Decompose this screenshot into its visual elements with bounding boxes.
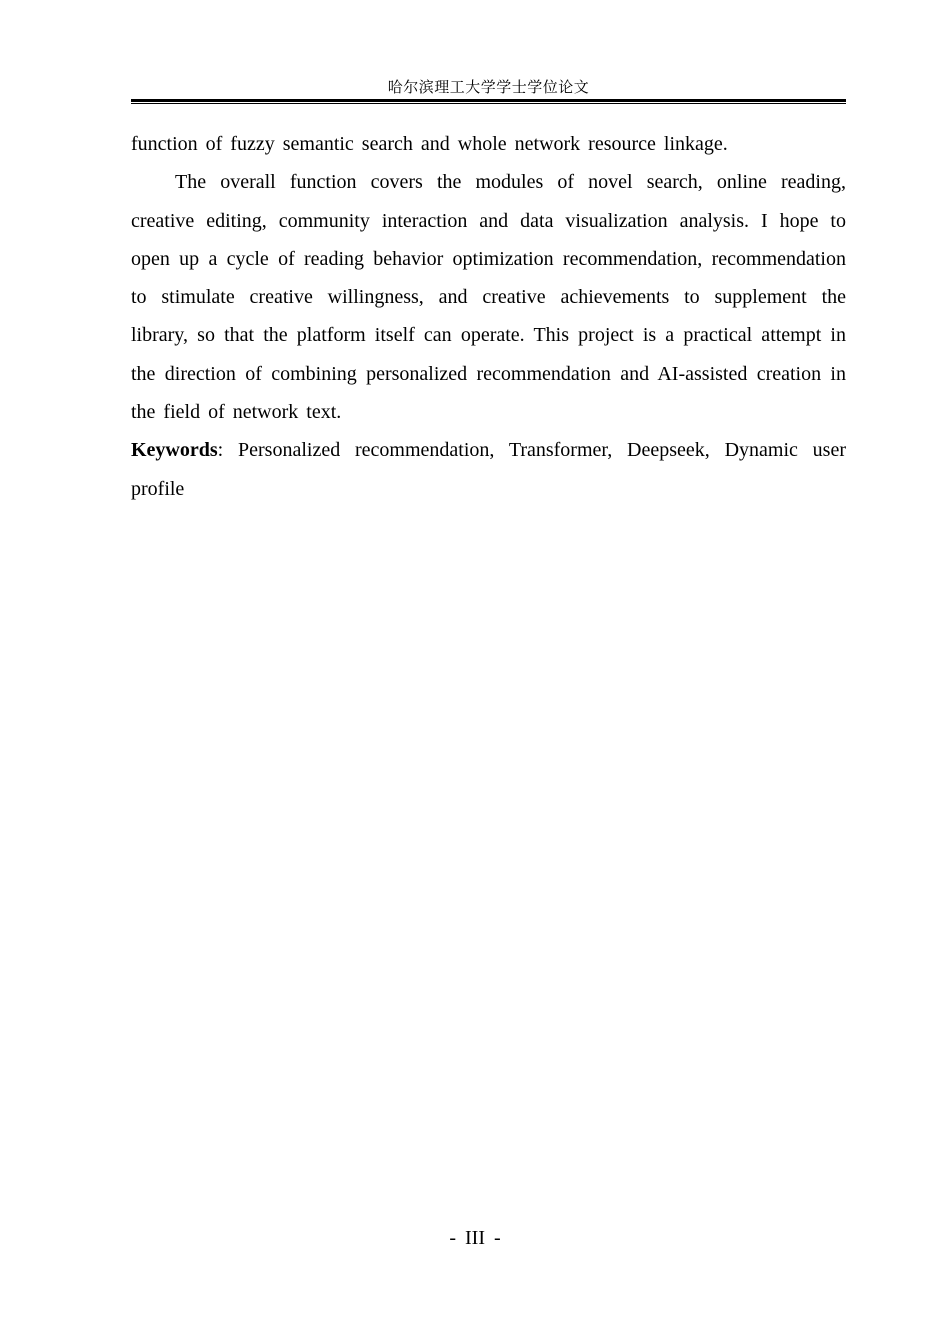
abstract-body — [131, 125, 846, 508]
header-rule-thin — [131, 103, 846, 104]
main-paragraph: The overall function covers the modules of novel search, online reading, creative editing, community interaction and data visualization analysis. I hope to open up a cycle of reading behavior optimization recommendation, recommendation to stimulate creative willingness, and creative achievements to supplement the library, so that the platform itself can operate. This project is a practical attempt in the direction of combining personalized recommendation and AI-assisted creation in the field of network text. — [131, 171, 846, 424]
page-number: - III - — [449, 1227, 501, 1249]
page-header: 哈尔滨理工大学学士学位论文 — [387, 80, 590, 96]
keywords-line — [131, 431, 846, 508]
keywords-text: : Personalized recommendation, Transformer, Deepseek, Dynamic user profile — [131, 439, 846, 500]
keywords-label: Keywords — [131, 439, 218, 462]
header-rule-thick — [131, 99, 846, 102]
continued-paragraph: function of fuzzy semantic search and whole network resource linkage. — [131, 133, 728, 155]
